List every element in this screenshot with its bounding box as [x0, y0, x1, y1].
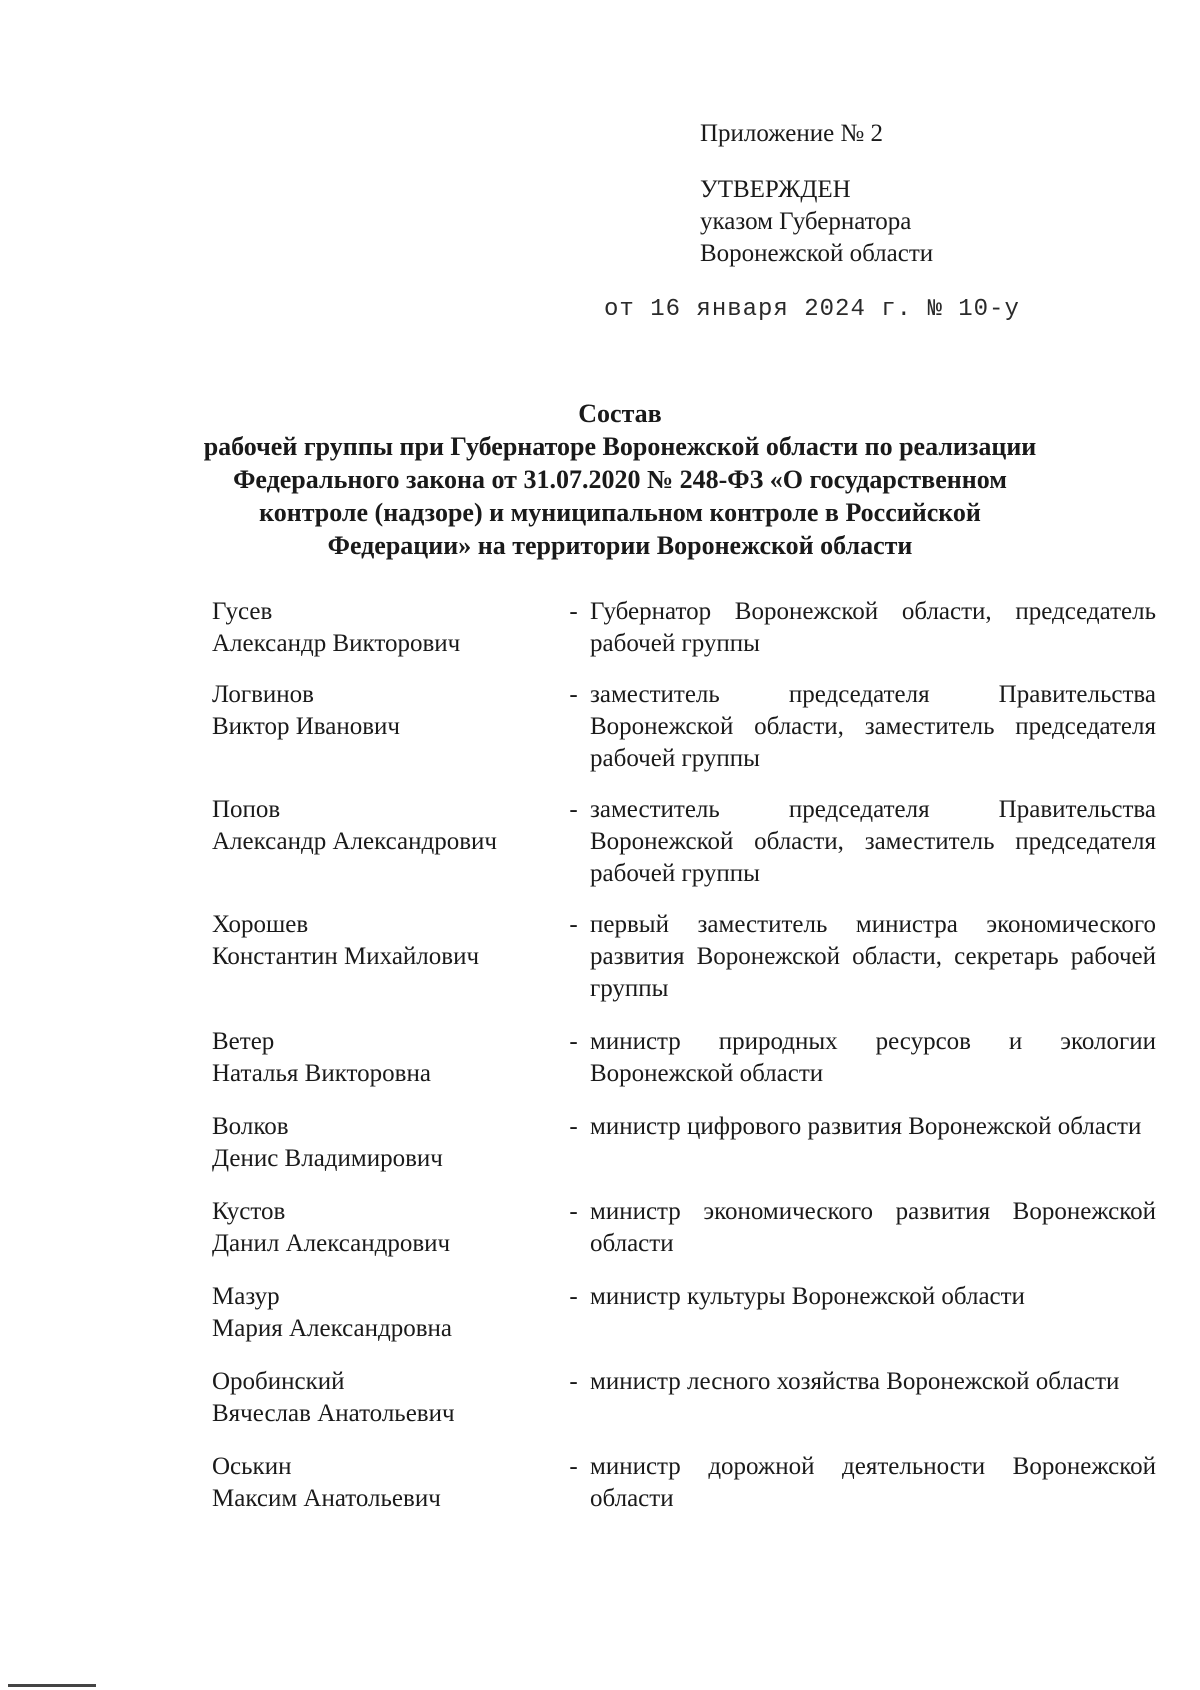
member-role: министр культуры Воронежской области	[590, 1283, 1025, 1310]
appendix-number: Приложение № 2	[700, 120, 884, 147]
scan-edge-mark	[8, 1684, 96, 1687]
member-person	[212, 596, 557, 660]
member-name: Наталья Викторовна	[212, 1060, 431, 1087]
title-line: контроле (надзоре) и муниципальном контроле в Российской	[259, 498, 981, 527]
member-row	[212, 1366, 1156, 1430]
member-surname: Волков	[212, 1113, 289, 1140]
decree-date: от 16 января 2024 г. № 10-у	[604, 296, 1020, 323]
member-dash: -	[569, 1368, 578, 1395]
member-role: министр цифрового развития Воронежской области	[590, 1113, 1142, 1140]
member-person	[212, 679, 557, 743]
member-name: Вячеслав Анатольевич	[212, 1400, 455, 1427]
member-surname: Мазур	[212, 1283, 280, 1310]
title-line: Состав	[578, 399, 662, 428]
title-line: рабочей группы при Губернаторе Воронежской области по реализации	[203, 432, 1037, 461]
member-surname: Оробинский	[212, 1368, 345, 1395]
member-row	[212, 1451, 1156, 1515]
approved-by-region: Воронежской области	[700, 240, 934, 267]
document-title	[200, 397, 1040, 562]
approval-block	[700, 118, 933, 270]
member-row	[212, 794, 1156, 890]
member-role: министр лесного хозяйства Воронежской области	[590, 1368, 1120, 1395]
member-dash: -	[569, 1113, 578, 1140]
member-name: Мария Александровна	[212, 1315, 452, 1342]
member-dash: -	[569, 1283, 578, 1310]
member-dash: -	[569, 1198, 578, 1225]
member-role: первый заместитель министра экономического развития Воронежской области, секретарь рабочей группы	[590, 911, 1156, 1002]
member-row	[212, 909, 1156, 1005]
member-role: министр природных ресурсов и экологии Воронежской области	[590, 1028, 1156, 1087]
member-person	[212, 1451, 557, 1515]
member-role: заместитель председателя Правительства Воронежской области, заместитель председателя рабочей группы	[590, 796, 1156, 887]
member-surname: Логвинов	[212, 681, 314, 708]
member-row	[212, 1281, 1156, 1345]
member-row	[212, 1196, 1156, 1260]
member-person	[212, 1281, 557, 1345]
member-person	[212, 1196, 557, 1260]
member-dash: -	[569, 796, 578, 823]
member-surname: Хорошев	[212, 911, 309, 938]
member-person	[212, 1026, 557, 1090]
approved-stamp: УТВЕРЖДЕН	[700, 176, 851, 203]
title-line: Федерального закона от 31.07.2020 № 248-ФЗ «О государственном	[233, 465, 1007, 494]
title-line: Федерации» на территории Воронежской области	[327, 531, 913, 560]
member-dash: -	[569, 1453, 578, 1480]
member-row	[212, 1026, 1156, 1090]
member-surname: Ветер	[212, 1028, 275, 1055]
member-surname: Кустов	[212, 1198, 286, 1225]
member-name: Константин Михайлович	[212, 943, 480, 970]
member-person	[212, 794, 557, 858]
member-row	[212, 1111, 1156, 1175]
member-surname: Попов	[212, 796, 281, 823]
member-role: министр экономического развития Воронежской области	[590, 1198, 1156, 1257]
member-row	[212, 679, 1156, 775]
member-dash: -	[569, 911, 578, 938]
member-person	[212, 1111, 557, 1175]
member-surname: Гусев	[212, 598, 273, 625]
member-role: министр дорожной деятельности Воронежской области	[590, 1453, 1156, 1512]
member-dash: -	[569, 681, 578, 708]
member-role: Губернатор Воронежской области, председатель рабочей группы	[590, 598, 1156, 657]
member-person	[212, 909, 557, 973]
member-role: заместитель председателя Правительства Воронежской области, заместитель председателя рабочей группы	[590, 681, 1156, 772]
member-person	[212, 1366, 557, 1430]
member-dash: -	[569, 598, 578, 625]
approved-by-line: указом Губернатора	[700, 208, 912, 235]
members-list	[212, 596, 1156, 1515]
member-dash: -	[569, 1028, 578, 1055]
member-surname: Оськин	[212, 1453, 292, 1480]
member-name: Денис Владимирович	[212, 1145, 443, 1172]
member-name: Александр Александрович	[212, 828, 497, 855]
member-name: Максим Анатольевич	[212, 1485, 441, 1512]
member-row	[212, 596, 1156, 660]
member-name: Данил Александрович	[212, 1230, 451, 1257]
member-name: Александр Викторович	[212, 630, 461, 657]
member-name: Виктор Иванович	[212, 713, 400, 740]
